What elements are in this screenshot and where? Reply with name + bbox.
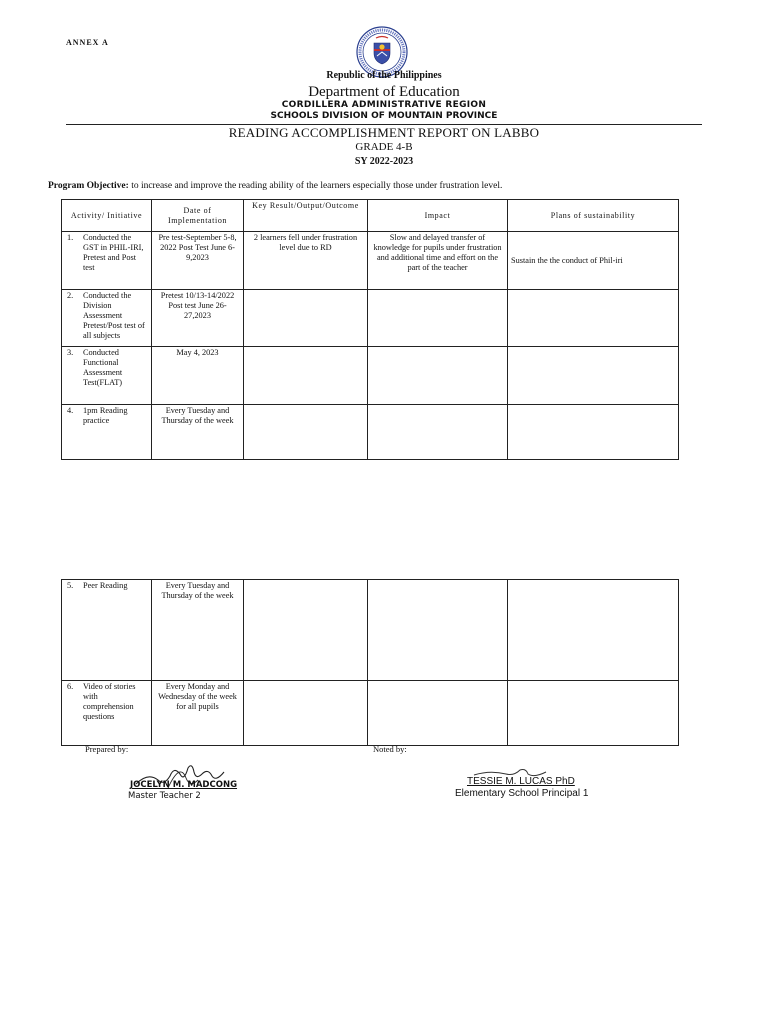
- cell-activity: [62, 681, 152, 746]
- row-number: 6.: [67, 682, 74, 691]
- preparer-name: JOCELYN M. MADCONG: [130, 780, 238, 790]
- school-year: SY 2022-2023: [354, 156, 414, 167]
- cell-activity: [62, 232, 152, 290]
- activity-text: Conducted the GST in PHIL-IRI, Pretest and Post test: [83, 233, 144, 272]
- region-name: CORDILLERA ADMINISTRATIVE REGION: [281, 100, 487, 110]
- prepared-by-label: Prepared by:: [85, 744, 129, 754]
- table-row: [62, 580, 679, 681]
- row-number: 1.: [67, 233, 74, 242]
- preparer-position: Master Teacher 2: [128, 791, 201, 801]
- row-number: 3.: [67, 348, 74, 357]
- table-row: [62, 681, 679, 746]
- cell-date: Every Monday and Wednesday of the week for all pupils: [152, 681, 244, 746]
- cell-plans: [508, 681, 679, 746]
- program-objective: [48, 181, 502, 191]
- republic-line: Republic of the Philippines: [326, 70, 442, 81]
- row-number: 4.: [67, 406, 74, 415]
- cell-activity: [62, 580, 152, 681]
- cell-date: May 4, 2023: [152, 347, 244, 405]
- cell-activity: [62, 290, 152, 347]
- activity-text: Peer Reading: [83, 581, 128, 590]
- table-header-row: [62, 200, 679, 232]
- cell-key: [244, 290, 368, 347]
- cell-key: [244, 347, 368, 405]
- table-row: [62, 405, 679, 460]
- division-name: SCHOOLS DIVISION OF MOUNTAIN PROVINCE: [270, 111, 498, 121]
- cell-activity: [62, 405, 152, 460]
- cell-plans: [508, 405, 679, 460]
- row-number: 5.: [67, 581, 74, 590]
- accomplishment-table-page1: [61, 199, 679, 460]
- cell-date: Pre test-September 5-8, 2022 Post Test June 6-9,2023: [152, 232, 244, 290]
- cell-impact: [368, 681, 508, 746]
- report-title: READING ACCOMPLISHMENT REPORT ON LABBO: [228, 125, 540, 140]
- objective-text: to increase and improve the reading ability of the learners especially those under frustration level.: [128, 181, 503, 191]
- cell-key: [244, 681, 368, 746]
- activity-text: 1pm Reading practice: [83, 406, 128, 425]
- table-row: [62, 347, 679, 405]
- cell-plans: Sustain the the conduct of Phil-iri: [508, 232, 679, 290]
- department-name: Department of Education: [308, 84, 460, 100]
- header-date: Date of Implementation: [152, 200, 244, 232]
- objective-label: Program Objective:: [48, 181, 129, 191]
- cell-impact: Slow and delayed transfer of knowledge for pupils under frustration and additional time and effort on the part of the teacher: [368, 232, 508, 290]
- cell-impact: [368, 405, 508, 460]
- activity-text: Video of stories with comprehension questions: [83, 682, 136, 721]
- header-plans: Plans of sustainability: [508, 200, 679, 232]
- noter-position: Elementary School Principal 1: [455, 788, 589, 799]
- cell-key: 2 learners fell under frustration level due to RD: [244, 232, 368, 290]
- table-row: [62, 232, 679, 290]
- activity-text: Conducted Functional Assessment Test(FLAT): [83, 348, 123, 387]
- grade-level: GRADE 4-B: [355, 141, 413, 153]
- cell-activity: [62, 347, 152, 405]
- row-number: 2.: [67, 291, 74, 300]
- annex-label: ANNEX A: [66, 38, 109, 47]
- activity-text: Conducted the Division Assessment Pretest/Post test of all subjects: [83, 291, 145, 340]
- header-impact: Impact: [368, 200, 508, 232]
- cell-key: [244, 580, 368, 681]
- cell-impact: [368, 290, 508, 347]
- header-key: Key Result/Output/Outcome: [244, 200, 368, 232]
- cell-date: Pretest 10/13-14/2022 Post test June 26-27,2023: [152, 290, 244, 347]
- noted-by-label: Noted by:: [373, 744, 407, 754]
- accomplishment-table-page2: [61, 579, 679, 746]
- cell-plans: [508, 580, 679, 681]
- cell-key: [244, 405, 368, 460]
- table-row: [62, 290, 679, 347]
- cell-date: Every Tuesday and Thursday of the week: [152, 405, 244, 460]
- cell-plans: [508, 347, 679, 405]
- cell-date: Every Tuesday and Thursday of the week: [152, 580, 244, 681]
- cell-plans: [508, 290, 679, 347]
- cell-impact: [368, 347, 508, 405]
- header-activity: Activity/ Initiative: [62, 200, 152, 232]
- cell-impact: [368, 580, 508, 681]
- noter-name: TESSIE M. LUCAS PhD: [467, 776, 575, 787]
